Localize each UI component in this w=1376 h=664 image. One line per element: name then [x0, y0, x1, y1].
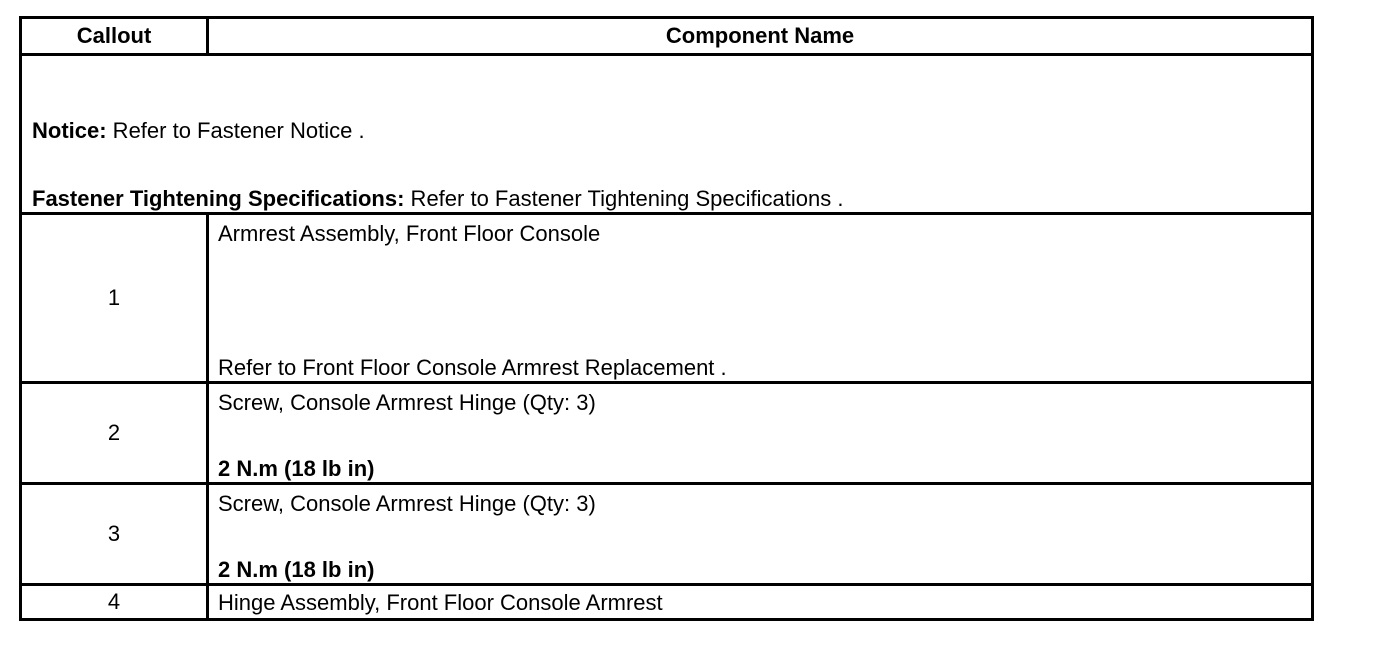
component-note: Refer to Front Floor Console Armrest Replacement .	[218, 355, 727, 380]
notice-label: Notice:	[32, 118, 107, 143]
callout-header: Callout	[21, 18, 208, 55]
component-name-cell	[208, 585, 1313, 620]
torque-spec: 2 N.m (18 lb in)	[218, 456, 375, 481]
component-name: Hinge Assembly, Front Floor Console Armrest	[218, 590, 663, 615]
component-name-cell	[208, 214, 1313, 383]
component-name-cell	[208, 484, 1313, 585]
torque-spec: 2 N.m (18 lb in)	[218, 557, 375, 582]
header-row	[21, 18, 1313, 55]
callout-cell: 2	[21, 383, 208, 484]
callout-cell: 4	[21, 585, 208, 620]
table-row	[21, 383, 1313, 484]
components-table	[19, 16, 1314, 621]
spec-text: Refer to Fastener Tightening Specifications .	[404, 186, 844, 211]
notice-row	[21, 55, 1313, 214]
notice-text: Refer to Fastener Notice .	[106, 118, 365, 143]
component-name-header: Component Name	[208, 18, 1313, 55]
callout-cell: 3	[21, 484, 208, 585]
table-row	[21, 585, 1313, 620]
table-row	[21, 214, 1313, 383]
notice-line	[32, 118, 365, 144]
table-row	[21, 484, 1313, 585]
spec-label: Fastener Tightening Specifications:	[32, 186, 405, 211]
callout-cell: 1	[21, 214, 208, 383]
component-name: Screw, Console Armrest Hinge (Qty: 3)	[218, 491, 596, 516]
notice-cell	[21, 55, 1313, 214]
spec-line	[32, 186, 843, 212]
component-name-cell	[208, 383, 1313, 484]
component-name: Armrest Assembly, Front Floor Console	[218, 221, 601, 246]
component-name: Screw, Console Armrest Hinge (Qty: 3)	[218, 390, 596, 415]
